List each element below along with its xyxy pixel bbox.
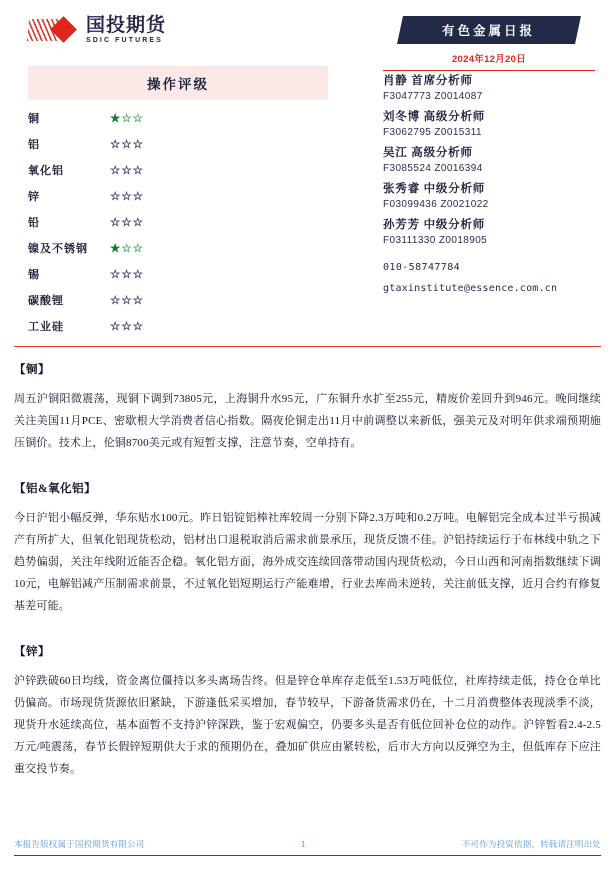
rating-row bbox=[28, 110, 328, 126]
article-section bbox=[14, 643, 601, 780]
analysts-list bbox=[383, 72, 595, 246]
rating-metal-name: 铝 bbox=[28, 139, 40, 151]
analyst-license: F3047773 Z0014087 bbox=[383, 91, 483, 102]
analysts-panel bbox=[381, 66, 595, 334]
logo-mark-icon bbox=[28, 17, 80, 43]
star-empty-icon: ☆ bbox=[132, 321, 144, 333]
report-title: 有色金属日报 bbox=[442, 24, 536, 38]
star-empty-icon: ☆ bbox=[121, 165, 133, 177]
star-empty-icon: ☆ bbox=[132, 217, 144, 229]
title-block bbox=[383, 16, 595, 71]
star-empty-icon: ☆ bbox=[132, 113, 144, 125]
star-empty-icon: ☆ bbox=[121, 321, 133, 333]
section-body: 周五沪铜阳微震荡，现铜下调到73805元，上海铜升水95元，广东铜升水扩至255元，精废价差回升到946元。晚间继续关注美国11月PCE、密歇根大学消费者信心指数。隔夜伦铜走出11月中前调整以来新低，强美元及对明年供求端预期施压铜价。技术上，伦铜8700美元或有短暂支撑，注意节奏，空单持有。 bbox=[14, 393, 601, 449]
rating-stars bbox=[110, 293, 144, 307]
star-empty-icon: ☆ bbox=[110, 295, 122, 307]
star-empty-icon: ☆ bbox=[132, 139, 144, 151]
section-title: 【锌】 bbox=[14, 646, 50, 658]
star-empty-icon: ☆ bbox=[110, 165, 122, 177]
page-footer bbox=[14, 838, 601, 856]
article-sections bbox=[14, 361, 601, 780]
star-empty-icon: ☆ bbox=[121, 191, 133, 203]
top-area bbox=[14, 66, 601, 334]
rating-stars bbox=[110, 189, 144, 203]
rating-metal-name: 工业硅 bbox=[28, 321, 64, 333]
header-divider bbox=[14, 346, 601, 347]
star-empty-icon: ☆ bbox=[110, 269, 122, 281]
star-empty-icon: ☆ bbox=[132, 165, 144, 177]
company-logo bbox=[28, 16, 166, 44]
ratings-list bbox=[28, 110, 328, 334]
ratings-heading: 操作评级 bbox=[28, 66, 328, 100]
rating-row bbox=[28, 188, 328, 204]
section-body: 沪锌跌破60日均线，资金离位僵持以多头离场告终。但是锌仓单库存走低至1.53万吨低位，社库持续走低，持仓仓单比仍偏高。市场现货货源依旧紧缺，下游逢低采买增加，春节较早，下游备货需求仍在，十二月消费整体表现淡季不淡，现货升水延续高位，基本面暂不支持沪锌深跌，鉴于宏观偏空，仍要多头是否有低位回补仓位的动作。沪锌暂看2.4-2.5万元/吨震荡，春节长假锌短期供大于求的预期仍在，叠加矿供应由紧转松，后市大方向以反弹空为主，但低库存下应注重交投节奏。 bbox=[14, 675, 601, 775]
article-section bbox=[14, 480, 601, 617]
rating-stars bbox=[110, 267, 144, 281]
star-empty-icon: ☆ bbox=[132, 191, 144, 203]
rating-row bbox=[28, 162, 328, 178]
contact-phone: 010-58747784 bbox=[383, 262, 461, 273]
footer-row bbox=[14, 838, 601, 855]
star-filled-icon: ★ bbox=[110, 243, 122, 255]
rating-stars bbox=[110, 319, 144, 333]
star-empty-icon: ☆ bbox=[110, 217, 122, 229]
analyst-name: 孙芳芳 中级分析师 bbox=[383, 219, 486, 231]
rating-metal-name: 铅 bbox=[28, 217, 40, 229]
company-name-cn: 国投期货 bbox=[86, 15, 167, 36]
analyst-name: 吴江 高级分析师 bbox=[383, 147, 473, 159]
analyst-name: 刘冬博 高级分析师 bbox=[383, 111, 486, 123]
rating-row bbox=[28, 318, 328, 334]
contact-email: gtaxinstitute@essence.com.cn bbox=[383, 283, 558, 294]
footer-page-number: 1 bbox=[300, 839, 306, 849]
company-name-en: SDIC FUTURES bbox=[86, 37, 163, 44]
analyst-name: 张秀睿 中级分析师 bbox=[383, 183, 486, 195]
star-empty-icon: ☆ bbox=[121, 243, 133, 255]
footer-divider bbox=[14, 855, 601, 856]
article-section bbox=[14, 361, 601, 454]
ratings-panel bbox=[28, 66, 328, 334]
analyst-license: F3062795 Z0015311 bbox=[383, 127, 482, 138]
star-empty-icon: ☆ bbox=[121, 295, 133, 307]
star-empty-icon: ☆ bbox=[121, 217, 133, 229]
star-filled-icon: ★ bbox=[110, 113, 122, 125]
analyst-license: F3085524 Z0016394 bbox=[383, 163, 483, 174]
analyst-name: 肖静 首席分析师 bbox=[383, 75, 473, 87]
footer-disclaimer: 不可作为投资依据，转载请注明出处 bbox=[461, 839, 601, 849]
star-empty-icon: ☆ bbox=[110, 139, 122, 151]
star-empty-icon: ☆ bbox=[132, 243, 144, 255]
analyst-license: F03099436 Z0021022 bbox=[383, 199, 489, 210]
rating-row bbox=[28, 214, 328, 230]
rating-metal-name: 锡 bbox=[28, 269, 40, 281]
analyst-license: F03111330 Z0018905 bbox=[383, 235, 488, 246]
rating-metal-name: 铜 bbox=[28, 113, 40, 125]
rating-metal-name: 氧化铝 bbox=[28, 165, 64, 177]
rating-stars bbox=[110, 241, 144, 255]
star-empty-icon: ☆ bbox=[132, 269, 144, 281]
rating-row bbox=[28, 292, 328, 308]
star-empty-icon: ☆ bbox=[132, 295, 144, 307]
footer-copyright: 本报告版权属于国投期货有限公司 bbox=[14, 839, 145, 849]
star-empty-icon: ☆ bbox=[110, 321, 122, 333]
rating-row bbox=[28, 136, 328, 152]
rating-metal-name: 碳酸锂 bbox=[28, 295, 64, 307]
section-title: 【铜】 bbox=[14, 364, 50, 376]
logo-text bbox=[86, 16, 166, 44]
rating-stars bbox=[110, 163, 144, 177]
section-body: 今日沪铝小幅反弹，华东贴水100元。昨日铝锭铝棒社库较周一分别下降2.3万吨和0.2万吨。电解铝完全成本过半亏损减产有所扩大，但氧化铝现货松动，铝材出口退税取消后需求前景承压，现货反馈不佳。沪铝持续运行于布林线中轨之下趋势偏弱，关注年线附近能否企稳。氧化铝方面，海外成交连续回落带动国内现货松动，今日山西和河南指数继续下调10元，电解铝减产压制需求前景，不过氧化铝短期运行产能难增，行业去库尚未逆转，关注前低支撑，近月合约有修复基差可能。 bbox=[14, 512, 601, 612]
page-header bbox=[14, 0, 601, 65]
star-empty-icon: ☆ bbox=[110, 191, 122, 203]
report-banner bbox=[397, 16, 581, 44]
rating-metal-name: 锌 bbox=[28, 191, 40, 203]
rating-row bbox=[28, 266, 328, 282]
star-empty-icon: ☆ bbox=[121, 139, 133, 151]
star-empty-icon: ☆ bbox=[121, 113, 133, 125]
report-date: 2024年12月20日 bbox=[451, 54, 527, 65]
rating-stars bbox=[110, 215, 144, 229]
rating-stars bbox=[110, 111, 144, 125]
rating-stars bbox=[110, 137, 144, 151]
section-title: 【铝&氧化铝】 bbox=[14, 483, 97, 495]
rating-row bbox=[28, 240, 328, 256]
star-empty-icon: ☆ bbox=[121, 269, 133, 281]
rating-metal-name: 镍及不锈钢 bbox=[28, 243, 88, 255]
